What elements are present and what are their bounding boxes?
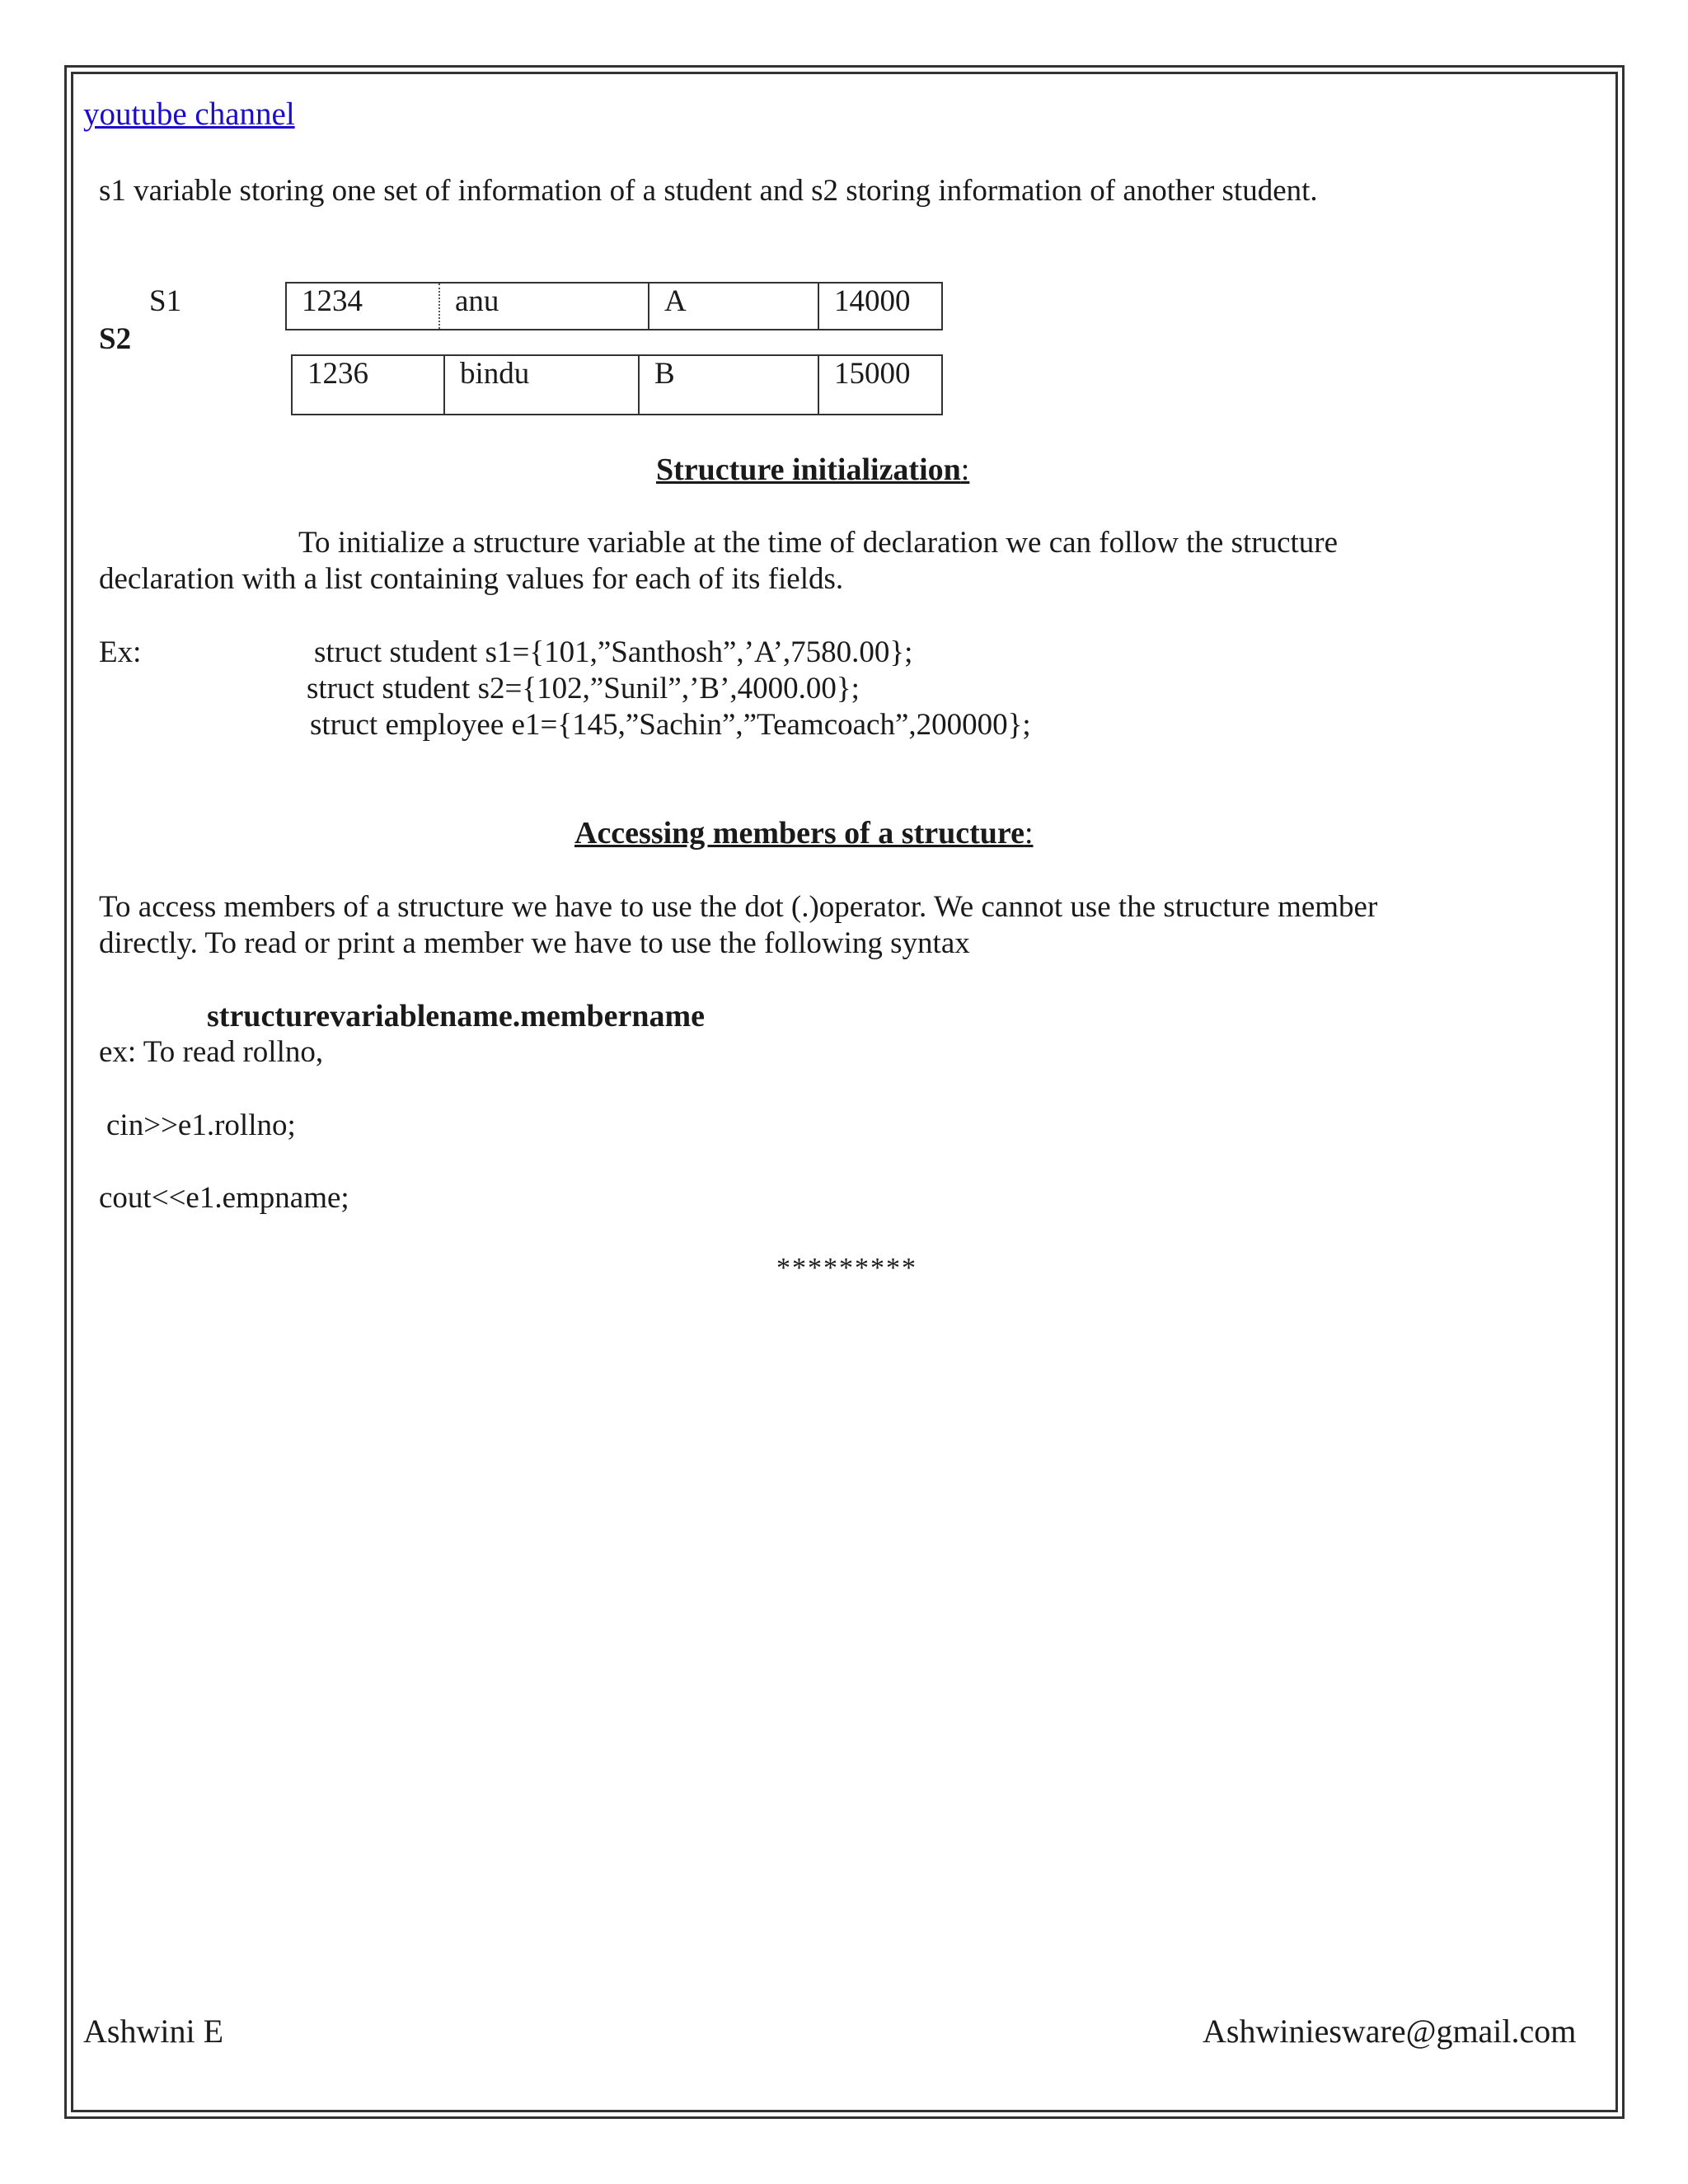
- example-text: ex: To read rollno,: [99, 1035, 324, 1069]
- s2-name-cell: bindu: [444, 355, 639, 415]
- s1-fee-cell: 14000: [818, 283, 942, 330]
- syntax-text: structurevariablename.membername: [207, 999, 705, 1033]
- access-paragraph-line1: To access members of a structure we have to use the dot (.)operator. We cannot use the structure member: [99, 890, 1378, 924]
- youtube-channel-link[interactable]: youtube channel: [83, 96, 295, 132]
- s2-label: S2: [99, 322, 132, 356]
- s1-grade-cell: A: [649, 283, 818, 330]
- code-line-3: struct employee e1={145,”Sachin”,”Teamcoach”,200000};: [310, 708, 1031, 742]
- code-line-1: struct student s1={101,”Santhosh”,’A’,7580.00};: [314, 635, 913, 669]
- s1-rollno-cell: 1234: [286, 283, 439, 330]
- access-paragraph-line2: directly. To read or print a member we have to use the following syntax: [99, 926, 970, 960]
- s2-fee-cell: 15000: [818, 355, 942, 415]
- init-paragraph-line1: To initialize a structure variable at the time of declaration we can follow the structure: [298, 526, 1339, 560]
- footer-email: Ashwiniesware@gmail.com: [1203, 2013, 1577, 2050]
- structure-initialization-heading: Structure initialization:: [656, 452, 970, 487]
- record-table-s2: [291, 354, 943, 415]
- s2-grade-cell: B: [639, 355, 818, 415]
- init-paragraph-line2: declaration with a list containing values for each of its fields.: [99, 562, 844, 596]
- accessing-members-heading: Accessing members of a structure:: [574, 816, 1034, 851]
- s1-name-cell: anu: [439, 283, 649, 330]
- intro-text: s1 variable storing one set of information of a student and s2 storing information of another student.: [99, 174, 1318, 208]
- s1-label: S1: [149, 284, 182, 318]
- record-table-s1: [285, 282, 943, 330]
- cout-example: cout<<e1.empname;: [99, 1181, 349, 1215]
- s2-rollno-cell: 1236: [292, 355, 444, 415]
- code-line-2: struct student s2={102,”Sunil”,’B’,4000.00};: [307, 672, 860, 705]
- ex-label: Ex:: [99, 635, 142, 669]
- cin-example: cin>>e1.rollno;: [106, 1108, 296, 1142]
- section-separator-stars: *********: [776, 1253, 917, 1283]
- footer-author: Ashwini E: [83, 2013, 223, 2050]
